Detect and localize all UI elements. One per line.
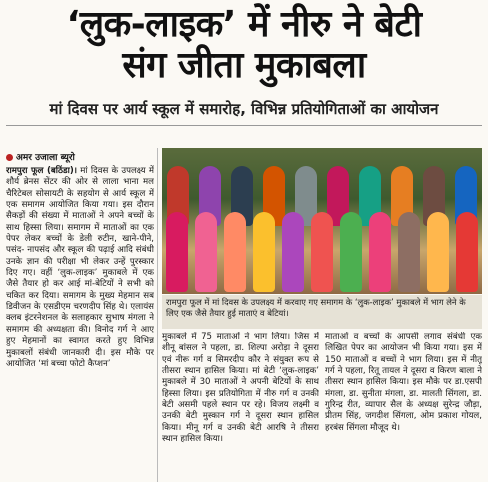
photo-figure-front bbox=[456, 212, 478, 292]
article-text-left: मां दिवस के उपलक्ष्य में शौर्य ब्रेनस सेंटर की ओर से लाला भाना मल चैरिटेबल सोसायटी के सहयोग से आर्य स्कूल में एक समागम आयोजित किया गया। इस दौरान सैकड़ों की संख्या में माताओं ने अपने बच्चों के साथ हिस्सा लिया। समागम में माताओं का एक पेपर लेकर बच्चों के डेली रुटीन, खाने-पीने, पसंद- नापसंद और स्कूल की पढ़ाई आदि संबंधी उनके ज्ञान की परीक्षा भी लेकर उन्हें पुरस्कार दिए गए। वहीं ‘लुक-लाइक’ मुकाबले में एक जैसे तैयार हो कर आई मां-बेटियों ने सभी को चकित कर दिया। समागम के मुख्य मेहमान सब डिवीजन के एसडीएम चरणदीप सिंह थे। एलायंस क्लब इंटरनेशनल के सलाहकार सुभाष मंगला ने समागम की अध्यक्षता की। विनोद गर्ग ने आए हुए मेहमानों का स्वागत करते हुए विभिन्न मुकाबलों संबंधी जानकारी दी। इस मौके पर आयोजित ‘मां बच्चा फोटो कैप्शन’ bbox=[6, 166, 154, 369]
article-column-right bbox=[325, 332, 482, 482]
article-text-right: माताओं व बच्चों के आपसी लगाव संबंधी एक लिखित पेपर का आयोजन भी किया गया। इस में 150 माताओं व बच्चों ने भाग लिया। इस में नीतू गर्ग ने पहला, रितू तायल ने दूसरा व किरण बाला ने तीसरा स्थान हासिल किया। इस मौके पर डा.एसपी मंगला, डा. सुनीता मंगला, डा. मालती सिंगला, डा. गुरिन्द्र रीत, व्यापार सैल के अध्यक्ष सुरेन्द्र जौड़ा, प्रीतम सिंह, जगदीश सिंगला, ओम प्रकाश गोयल, हरबंस सिंगला मौजूद थे। bbox=[325, 332, 482, 433]
article-body bbox=[6, 148, 482, 482]
article-text-middle: मुकाबले में 75 माताओं ने भाग लिया। जिस में शीनू बांसल ने पहला, डा. शिल्पा अरोड़ा ने दूसरा एवं नीरू गर्ग व सिमरदीप कौर ने संयुक्त रूप से तीसरा स्थान हासिल किया। मां बेटी ‘लुक-लाइक’ मुकाबले में 30 माताओं ने अपनी बेटियों के साथ हिस्सा लिया। इस प्रतियोगिता में नीरु गर्ग व उनकी बेटी असमी पहले स्थान पर रहे। विजय लक्ष्मी व उनकी बेटी मुस्कान गर्ग ने दूसरा स्थान हासिल किया। मीनू गर्ग व उनकी बेटी आरषि ने तीसरा स्थान हासिल किया। bbox=[162, 332, 319, 445]
photo-figure-front bbox=[253, 212, 275, 292]
article-paragraph-left bbox=[6, 166, 154, 370]
headline-line-1: ‘लुक-लाइक’ में नीरु ने बेटी bbox=[66, 4, 422, 45]
photo-figure-front bbox=[369, 212, 391, 292]
article-column-left bbox=[6, 148, 154, 482]
photo-caption: रामपुरा फूल में मां दिवस के उपलक्ष्य में करवाए गए समागम के ‘लुक-लाइक’ मुकाबले में भाग लेने के लिए एक जैसे तैयार हुई माताएं व बेटियां। bbox=[162, 295, 482, 329]
byline-text: अमर उजाला ब्यूरो bbox=[16, 153, 75, 163]
event-photo bbox=[162, 148, 482, 294]
article-columns-lower bbox=[162, 332, 482, 482]
byline bbox=[6, 150, 154, 163]
subheadline: मां दिवस पर आर्य स्कूल में समारोह, विभिन्न प्रतियोगिताओं का आयोजन bbox=[6, 95, 482, 126]
photo-figure-front bbox=[398, 212, 420, 292]
photo-figure-front bbox=[282, 212, 304, 292]
photo-front-row bbox=[162, 212, 482, 292]
column-divider bbox=[157, 148, 158, 482]
photo-figure-front bbox=[427, 212, 449, 292]
dateline: रामपुरा फूल (बठिंडा)। bbox=[6, 166, 78, 176]
photo-figure-front bbox=[195, 212, 217, 292]
photo-figure-front bbox=[311, 212, 333, 292]
photo-block bbox=[162, 148, 482, 330]
photo-figure-front bbox=[340, 212, 362, 292]
headline-line-2: संग जीता मुकाबला bbox=[122, 45, 366, 87]
photo-figure-front bbox=[224, 212, 246, 292]
photo-figure-front bbox=[166, 212, 188, 292]
bullet-icon bbox=[6, 154, 13, 161]
article-column-middle bbox=[162, 332, 319, 482]
